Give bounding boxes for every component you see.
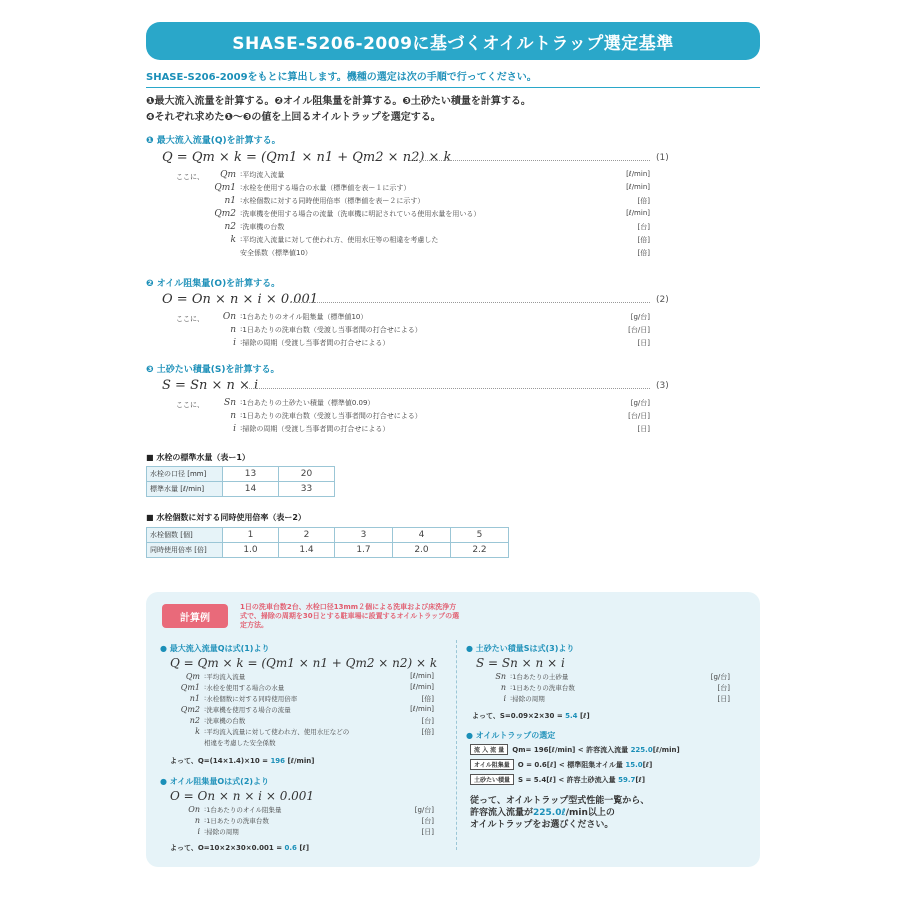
definition-symbol: i: [197, 827, 200, 836]
table-cell: 5: [451, 528, 509, 543]
selection-row: [470, 759, 652, 770]
table-row: [147, 482, 335, 497]
example-formula-3: S = Sn × n × i: [476, 656, 565, 670]
table-row: [147, 543, 509, 558]
definition-unit: [ℓ/min]: [410, 683, 434, 691]
definition-row: [160, 325, 650, 335]
conclusion-line-2-a: 許容流入流量が: [470, 808, 534, 818]
definition-symbol: k: [230, 235, 236, 245]
definition-text: 掃除の周期（受渡し当事者間の打合せによる）: [242, 425, 390, 433]
definition-separator: :: [240, 312, 243, 320]
leader-dots-2: [290, 302, 650, 303]
definition-text: 平均流入流量: [242, 171, 285, 179]
page-subtitle: SHASE-S206-2009をもとに算出します。機種の選定は次の手順で行ってください。: [146, 68, 760, 88]
definition-symbol: n: [194, 816, 200, 825]
definition-separator: :: [204, 805, 207, 813]
definition-unit: [倍]: [637, 197, 650, 205]
definition-symbol: n1: [224, 196, 236, 206]
definition-row: [164, 816, 434, 825]
definition-symbol: i: [503, 694, 506, 703]
definition-text: 水栓を使用する場合の水量（標準値を表ー１に示す）: [242, 184, 411, 192]
definition-separator: :: [240, 183, 243, 191]
example-heading-4: ● オイルトラップの選定: [466, 731, 556, 740]
result-1-unit: [ℓ/min]: [285, 757, 315, 765]
definition-text: 水栓個数に対する同時使用倍率: [206, 695, 298, 703]
table-1-title: ■ 水栓の標準水量（表ー1）: [146, 453, 250, 462]
lead-3: ここに、: [176, 401, 204, 409]
definition-row: [164, 827, 434, 836]
definition-row: [160, 209, 650, 219]
definition-separator: :: [510, 672, 513, 680]
definition-row: [160, 170, 650, 180]
example-definitions-3: [470, 672, 730, 706]
definition-row: [160, 248, 650, 258]
definition-unit: [g/台]: [630, 313, 650, 321]
definition-unit: [倍]: [421, 728, 434, 736]
definition-row: [164, 716, 434, 725]
table-header-cell: 水栓の口径 [mm]: [147, 467, 223, 482]
definition-unit: [g/台]: [630, 399, 650, 407]
definition-separator: :: [240, 170, 243, 178]
definition-text: 掃除の周期: [512, 695, 545, 703]
definition-unit: [台/日]: [628, 412, 650, 420]
definition-unit: [日]: [717, 695, 730, 703]
result-2-unit: [ℓ]: [296, 844, 310, 852]
lead-2: ここに、: [176, 315, 204, 323]
example-formula-2: O = On × n × i × 0.001: [170, 789, 315, 803]
table-cell: 1.0: [223, 543, 279, 558]
definition-separator: :: [240, 424, 243, 432]
definition-separator: :: [240, 222, 243, 230]
selection-unit: [ℓ]: [635, 776, 646, 784]
definition-symbol: Sn: [495, 672, 506, 681]
definition-row: [164, 672, 434, 681]
definition-row: [164, 683, 434, 692]
definition-row: [164, 738, 434, 747]
eqno-2: (2): [656, 295, 669, 305]
definition-unit: [台]: [421, 717, 434, 725]
example-result-1: [170, 756, 314, 766]
conclusion-line-1: 従って、オイルトラップ型式性能一覧から、: [470, 796, 650, 806]
selection-text: O = 0.6[ℓ] < 標準阻集オイル量: [517, 761, 626, 769]
table-cell: 14: [223, 482, 279, 497]
formula-2: O = On × n × i × 0.001: [162, 292, 319, 307]
selection-label-box: 土砂たい積量: [470, 774, 514, 785]
definition-symbol: k: [195, 727, 200, 736]
example-result-2: [170, 843, 309, 853]
table-cell: 2.2: [451, 543, 509, 558]
definition-separator: :: [240, 338, 243, 346]
leader-dots-1: [410, 160, 650, 161]
definition-row: [160, 411, 650, 421]
definition-unit: [g/台]: [414, 806, 434, 814]
conclusion-line-3: オイルトラップをお選びください。: [470, 820, 614, 830]
definition-text: 1日あたりの洗車台数（受渡し当事者間の打合せによる）: [242, 412, 422, 420]
table-cell: 3: [335, 528, 393, 543]
selection-text: Qm= 196[ℓ/min] < 許容流入流量: [512, 746, 631, 754]
definition-text: 洗車機の台数: [242, 223, 285, 231]
definition-row: [164, 805, 434, 814]
intro-line-1: ❶最大流入流量を計算する。❷オイル阻集量を計算する。❸土砂たい積量を計算する。: [146, 96, 531, 107]
table-cell: 33: [279, 482, 335, 497]
definition-symbol: Qm2: [180, 705, 200, 714]
definition-unit: [ℓ/min]: [410, 705, 434, 713]
definition-symbol: [164, 738, 204, 747]
example-heading-3: ● 土砂たい積量Sは式(3)より: [466, 644, 575, 653]
example-description: 1日の洗車台数2台、水栓口径13mm２個による洗車および床洗浄方式で、掃除の周期を30日とする駐車場に設置するオイルトラップの選定方法。: [240, 603, 460, 629]
selection-value: 15.0: [625, 761, 643, 769]
definition-unit: [倍]: [637, 236, 650, 244]
definition-text: 平均流入流量: [206, 673, 246, 681]
section-2-definitions: [160, 312, 650, 352]
definition-separator: :: [204, 716, 207, 724]
definition-row: [160, 222, 650, 232]
example-formula-1: Q = Qm × k = (Qm1 × n1 + Qm2 × n2) × k: [170, 656, 438, 670]
definition-separator: :: [240, 196, 243, 204]
definition-separator: :: [240, 209, 243, 217]
conclusion: [470, 795, 649, 831]
table-header-cell: 同時使用倍率 [倍]: [147, 543, 223, 558]
result-1-value: 196: [270, 757, 286, 765]
example-heading-2: ● オイル阻集量Oは式(2)より: [160, 777, 270, 786]
conclusion-line-2-c: /min以上の: [565, 808, 615, 818]
result-3-value: 5.4: [565, 712, 578, 720]
definition-symbol: n: [500, 683, 506, 692]
definition-unit: [ℓ/min]: [626, 209, 650, 217]
definition-symbol: Qm: [185, 672, 200, 681]
definition-separator: :: [204, 827, 207, 835]
example-definitions-2: [164, 805, 434, 839]
definition-symbol: Qm1: [214, 183, 236, 193]
definition-text: 1日あたりの洗車台数: [512, 684, 575, 692]
definition-row: [160, 338, 650, 348]
selection-label-box: 流 入 流 量: [470, 744, 508, 755]
definition-text: 水栓個数に対する同時使用倍率（標準値を表ー２に示す）: [242, 197, 425, 205]
definition-symbol: n: [230, 411, 236, 421]
definition-text: 掃除の周期: [206, 828, 239, 836]
definition-symbol: i: [233, 338, 236, 348]
definition-symbol: n: [230, 325, 236, 335]
section-3-definitions: [160, 398, 650, 438]
table-cell: 4: [393, 528, 451, 543]
table-row: [147, 528, 509, 543]
eqno-1: (1): [656, 153, 669, 163]
definition-row: [164, 705, 434, 714]
definition-symbol: n1: [189, 694, 200, 703]
table-2: [146, 527, 509, 558]
definition-text: 安全係数（標準値10）: [240, 249, 312, 257]
table-cell: 2: [279, 528, 335, 543]
definition-unit: [台]: [421, 817, 434, 825]
definition-symbol: n2: [189, 716, 200, 725]
selection-row: [470, 774, 645, 785]
definition-row: [160, 196, 650, 206]
definition-unit: [g/台]: [710, 673, 730, 681]
example-result-3: [472, 711, 590, 721]
definition-text: 平均流入流量に対して使われ方、使用水圧等の相違を考慮した: [242, 236, 439, 244]
table-header-cell: 水栓個数 [個]: [147, 528, 223, 543]
definition-separator: :: [204, 727, 207, 735]
selection-unit: [ℓ]: [642, 761, 653, 769]
definition-unit: [台]: [717, 684, 730, 692]
definition-row: [160, 398, 650, 408]
definition-text: 相違を考慮した安全係数: [204, 739, 276, 747]
definition-text: 1台あたりの土砂量: [512, 673, 569, 681]
definition-row: [164, 727, 434, 736]
definition-separator: :: [240, 411, 243, 419]
definition-text: 1台あたりのオイル阻集量: [206, 806, 282, 814]
result-2-text: よって、O=10×2×30×0.001 =: [170, 844, 285, 852]
definition-symbol: Qm: [220, 170, 236, 180]
definition-text: 洗車機を使用する場合の流量: [206, 706, 291, 714]
definition-unit: [日]: [421, 828, 434, 836]
selection-row: [470, 744, 680, 755]
leader-dots-3: [245, 388, 650, 389]
formula-3: S = Sn × n × i: [162, 378, 259, 393]
definition-row: [160, 235, 650, 245]
definition-text: 洗車機の台数: [206, 717, 246, 725]
table-cell: 1: [223, 528, 279, 543]
definition-row: [164, 694, 434, 703]
definition-row: [470, 672, 730, 681]
intro-line-2: ❹それぞれ求めた❶〜❸の値を上回るオイルトラップを選定する。: [146, 112, 441, 123]
result-3-unit: [ℓ]: [577, 712, 590, 720]
table-cell: 20: [279, 467, 335, 482]
definition-unit: [倍]: [637, 249, 650, 257]
definition-text: 平均流入流量に対して使われ方、使用水圧などの: [206, 728, 350, 736]
definition-symbol: [160, 248, 240, 258]
definition-separator: :: [510, 694, 513, 702]
definition-text: 1日あたりの洗車台数: [206, 817, 269, 825]
definition-separator: :: [510, 683, 513, 691]
eqno-3: (3): [656, 381, 669, 391]
definition-separator: :: [240, 325, 243, 333]
conclusion-line-2-value: 225.0ℓ: [533, 808, 566, 818]
definition-unit: [台/日]: [628, 326, 650, 334]
definition-unit: [台]: [637, 223, 650, 231]
example-badge: 計算例: [162, 604, 228, 628]
definition-row: [160, 424, 650, 434]
table-cell: 1.4: [279, 543, 335, 558]
definition-row: [470, 694, 730, 703]
definition-separator: :: [204, 705, 207, 713]
section-1-title: ❶ 最大流入流量(Q)を計算する。: [146, 136, 281, 146]
table-row: [147, 467, 335, 482]
definition-unit: [ℓ/min]: [626, 170, 650, 178]
definition-unit: [倍]: [421, 695, 434, 703]
definition-row: [470, 683, 730, 692]
table-2-title: ■ 水栓個数に対する同時使用倍率（表ー2）: [146, 513, 306, 522]
table-1: [146, 466, 335, 497]
selection-unit: [ℓ/min]: [652, 746, 680, 754]
definition-row: [160, 312, 650, 322]
definition-unit: [日]: [637, 339, 650, 347]
definition-symbol: On: [188, 805, 200, 814]
definition-text: 掃除の周期（受渡し当事者間の打合せによる）: [242, 339, 390, 347]
section-3-title: ❸ 土砂たい積量(S)を計算する。: [146, 365, 280, 375]
selection-label-box: オイル阻集量: [470, 759, 514, 770]
definition-separator: :: [240, 235, 243, 243]
selection-rows: [470, 744, 750, 788]
example-definitions-1: [164, 672, 434, 752]
definition-separator: :: [204, 694, 207, 702]
example-heading-1: ● 最大流入流量Qは式(1)より: [160, 644, 270, 653]
definition-unit: [日]: [637, 425, 650, 433]
definition-symbol: n2: [224, 222, 236, 232]
selection-value: 59.7: [618, 776, 636, 784]
table-header-cell: 標準水量 [ℓ/min]: [147, 482, 223, 497]
result-1-text: よって、Q=(14×1.4)×10 =: [170, 757, 271, 765]
definition-unit: [ℓ/min]: [626, 183, 650, 191]
definition-text: 1台あたりのオイル阻集量（標準値10）: [242, 313, 368, 321]
selection-text: S = 5.4[ℓ] < 許容土砂流入量: [518, 776, 619, 784]
definition-separator: :: [204, 672, 207, 680]
section-2-title: ❷ オイル阻集量(O)を計算する。: [146, 279, 281, 289]
table-cell: 1.7: [335, 543, 393, 558]
definition-symbol: i: [233, 424, 236, 434]
definition-text: 1台あたりの土砂たい積量（標準値0.09）: [242, 399, 375, 407]
table-cell: 2.0: [393, 543, 451, 558]
definition-symbol: Sn: [224, 398, 236, 408]
column-divider: [456, 640, 457, 850]
selection-value: 225.0: [630, 746, 653, 754]
formula-1: Q = Qm × k = (Qm1 × n1 + Qm2 × n2) × k: [162, 150, 452, 165]
result-3-text: よって、S=0.09×2×30 =: [472, 712, 566, 720]
definition-text: 1日あたりの洗車台数（受渡し当事者間の打合せによる）: [242, 326, 422, 334]
table-cell: 13: [223, 467, 279, 482]
definition-row: [160, 183, 650, 193]
definition-separator: :: [204, 683, 207, 691]
definition-text: 水栓を使用する場合の水量: [206, 684, 285, 692]
conclusion-line-2: [470, 807, 649, 819]
definition-text: 洗車機を使用する場合の流量（洗車機に明記されている使用水量を用いる）: [242, 210, 481, 218]
definition-separator: :: [240, 398, 243, 406]
lead-1: ここに、: [176, 173, 204, 181]
definition-symbol: Qm2: [214, 209, 236, 219]
definition-symbol: On: [222, 312, 236, 322]
section-1-definitions: [160, 170, 650, 265]
definition-separator: :: [204, 816, 207, 824]
result-2-value: 0.6: [284, 844, 297, 852]
definition-symbol: Qm1: [180, 683, 200, 692]
page-title: SHASE-S206-2009に基づくオイルトラップ選定基準: [146, 22, 760, 60]
definition-unit: [ℓ/min]: [410, 672, 434, 680]
